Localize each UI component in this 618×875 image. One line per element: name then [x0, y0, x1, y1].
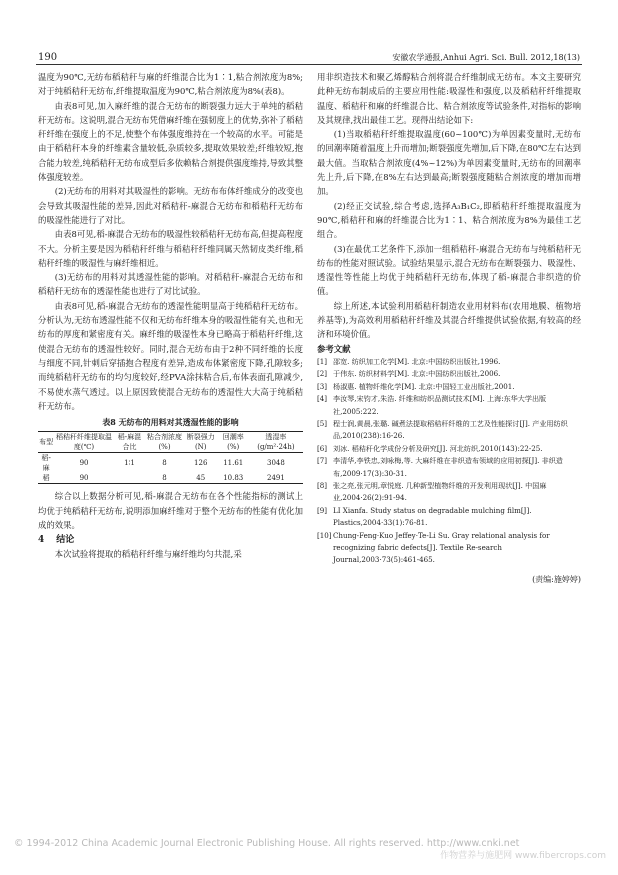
paragraph: 综合以上数据分析可见,稻-麻混合无纺布在各个性能指标的测试上均优于纯稻秸秆无纺布,说明添加麻纤维对于整个无纺布的性能有优化加成的效果。	[38, 491, 303, 531]
page-number: 190	[38, 52, 58, 63]
table-header: 粘合剂浓度(%)	[147, 433, 183, 452]
table-header: 布型	[38, 432, 54, 453]
table-cell: 10.83	[218, 473, 249, 484]
reference-text: 李汝琴,宋钧才,朱浩. 纤维和纺织品测试技术[M]. 上海:东华大学出版社,2005:222.	[333, 394, 547, 416]
table-header: 断裂强力(N)	[184, 432, 218, 453]
reference-text: 程士润,黄晨,张璐. 碱煮法提取稻秸秆纤维的工艺及性能探讨[J]. 产业用纺织品,2010(238):16-26.	[333, 418, 568, 441]
table-cell	[114, 473, 145, 484]
reference-number: [8]	[317, 481, 328, 490]
table-cell: 11.61	[223, 459, 244, 468]
table-cell: 8	[162, 459, 167, 468]
reference-item	[317, 368, 581, 380]
reference-item	[317, 455, 581, 480]
editor-note: (责编:施婷婷)	[532, 574, 581, 584]
left-column	[38, 70, 303, 562]
reference-item	[317, 356, 581, 368]
paragraph: 由表8可见,稻-麻混合无纺布的透湿性能明显高于纯稻秸秆无纺布。分析认为,无纺布透湿性能不仅和无纺布纤维本身的吸湿性能有关,也和无纺布的厚度和紧密度有关。麻纤维的吸湿性本身已略高于稻秸秆纤维,这使混合无纺布的透湿性较好。同时,混合无纺布由于2种不同纤维的长度与细度不同,针刺后穿插抱合程度有差异,造成布体紧密度下降,孔隙较多;而纯稻秸秆无纺布的均匀度较好,经PVA涂抹粘合后,布体表面孔隙减少,不易使水蒸气透过。以上原因致使混合无纺布的透湿性大大高于纯稻秸秆无纺布。	[38, 300, 303, 411]
reference-item	[317, 418, 581, 443]
table-caption: 表8 无纺布的用料对其透湿性能的影响	[102, 417, 239, 428]
reference-number: [9]	[317, 505, 328, 515]
table-row	[38, 473, 303, 484]
section-heading	[38, 533, 303, 547]
table-cell: 45	[184, 473, 218, 484]
reference-number: [7]	[317, 456, 328, 466]
table-cell: 90	[79, 459, 89, 468]
table-cell: 2491	[249, 473, 303, 484]
paragraph: 用非织造技术和聚乙烯醇粘合剂将混合纤维制成无纺布。本文主要研究此种无纺布制成后的主要应用性能:吸湿性和强度,以及稻秸秆纤维提取温度、稻秸秆和麻的纤维混合比、粘合剂浓度等试验条件,对指标的影响及其规律,找出最佳工艺。现得出结论如下:	[317, 72, 581, 125]
paragraph: 由表8可见,加入麻纤维的混合无纺布的断裂强力远大于单纯的稻秸秆无纺布。这说明,混合无纺布凭借麻纤维在强韧度上的优势,弥补了稻秸秆纤维在强度上的不足,使整个布体强度维持在一个较高的水平。可能是由于稻秸秆本身的纤维素含量较低,杂质较多,提取效果较差;纤维较短,抱合能力较差,纯稻秸秆无纺布成型后多依赖粘合剂提供强度维持,导致其整体强度较差。	[38, 100, 303, 183]
table-cell: 1∶1	[124, 459, 135, 468]
table-row	[38, 453, 303, 474]
reference-text: Chung-Feng·Kuo Jeffey·Te-Li Su. Gray relational analysis for recognizing fabric defects[J]. Textile Re-search Journal,2003·73(5):461-465.	[333, 530, 550, 565]
reference-text: 邵宽. 纺织加工化学[M]. 北京:中国纺织出版社,1996.	[333, 356, 501, 366]
reference-number: [4]	[317, 394, 328, 404]
copyright-footer: © 1994-2012 China Academic Journal Electronic Publishing House. All rights reserved. http://www.cnki.net	[14, 838, 520, 849]
journal-header: 安徽农学通报,Anhui Agri. Sci. Bull. 2012,18(13)	[392, 53, 580, 62]
reference-text: 刘冰. 稻秸秆化学成份分析及研究[J]. 河北纺织,2010(143):22-25.	[333, 443, 543, 453]
table-8	[38, 431, 303, 484]
reference-number: [6]	[317, 443, 328, 453]
table-cell: 8	[145, 473, 184, 484]
paragraph: 由表8可见,稻-麻混合无纺布的吸湿性较稻秸秆无纺布高,但提高程度不大。分析主要是因为稻秸秆纤维与稻秸秆纤维同属天然韧皮类纤维,稻秸秆纤维的吸湿性与麻纤维相近。	[38, 229, 303, 268]
table-header: 回潮率(%)	[218, 432, 249, 453]
conclusion-item: (3)在最优工艺条件下,添加一组稻秸秆-麻混合无纺布与纯稻秸秆无纺布的性能对照试验。试验结果显示,混合无纺布在断裂强力、吸湿性、透湿性等性能上均优于纯稻秸秆无纺布,体现了稻-麻混合非织造的价值。	[317, 243, 581, 297]
reference-text: 李清华,李铁忠,刘咏梅,等. 大麻纤维在非织造布领域的应用初探[J]. 非织造布,2009·17(3):30-31.	[333, 456, 563, 478]
reference-text: 杨淑惠. 植物纤维化学[M]. 北京:中国轻工业出版社,2001.	[333, 381, 515, 391]
reference-number: [3]	[317, 381, 328, 391]
table-header: 稻-麻混合比	[114, 432, 145, 453]
section-number: 4	[38, 535, 45, 546]
section-title: 结论	[56, 535, 75, 546]
reference-item	[317, 505, 581, 530]
references-heading: 参考文献	[317, 343, 351, 354]
table-cell: 稻	[38, 473, 54, 484]
table-header: 稻秸秆纤维提取温度(℃)	[56, 433, 113, 452]
table-cell: 3048	[267, 459, 285, 468]
paragraph: 本次试验将提取的稻秸秆纤维与麻纤维均匀共混,采	[54, 549, 242, 560]
paragraph: 综上所述,本试验利用稻秸秆制造农业用材料布(农用地膜、植物培养基等),为高效利用稻秸秆纤维及其混合纤维提供试验依据,有较高的经济和环境价值。	[317, 300, 581, 340]
conclusion-item: (1)当取稻秸秆纤维提取温度(60~100℃)为单因素变量时,无纺布的回潮率随着温度上升而增加;断裂强度先增加,后下降,在80℃左右达到最大值。当取粘合剂浓度(4%~12%)为单因素变量时,无纺布的回潮率先上升,后下降,在8%左右达到最高;断裂强度随粘合剂浓度的增加而增加。	[317, 129, 581, 197]
table-cell: 90	[54, 473, 113, 484]
watermark: 作物营养与施肥网 www.fibercrops.com	[440, 851, 606, 861]
reference-item	[317, 530, 581, 567]
paragraph: (2)无纺布的用料对其吸湿性的影响。无纺布布体纤维成分的改变也会导致其吸湿性能的差异,因此对稻秸秆-麻混合无纺布和稻秸秆无纺布的吸湿性能进行了对比。	[38, 186, 303, 225]
reference-number: [1]	[317, 356, 328, 366]
header-rule	[36, 64, 582, 65]
reference-number: [2]	[317, 369, 328, 379]
paragraph: (3)无纺布的用料对其透湿性能的影响。对稻秸秆-麻混合无纺布和稻秸秆无纺布的透湿性能也进行了对比试验。	[38, 272, 303, 297]
reference-item	[317, 443, 581, 455]
reference-text: LI Xianfa. Study status on degradable mulching film[J]. Plastics,2004·33(1):76-81.	[333, 505, 532, 528]
reference-item	[317, 480, 581, 505]
reference-item	[317, 393, 581, 418]
table-cell: 稻-麻	[41, 454, 51, 473]
right-column	[317, 70, 581, 587]
conclusion-item: (2)经正交试验,综合考虑,选择A₃B₁C₂,即稻秸秆纤维提取温度为90℃,稻秸秆和麻的纤维混合比为1∶1、粘合剂浓度为8%为最佳工艺组合。	[317, 200, 581, 240]
reference-number: [5]	[317, 418, 328, 428]
reference-text: 于伟东. 纺织材料学[M]. 北京:中国纺织出版社,2006.	[333, 369, 501, 379]
reference-list	[317, 356, 581, 567]
reference-number: [10]	[317, 530, 332, 540]
table-cell: 126	[194, 459, 208, 468]
table-header: 透湿率(g/m²·24h)	[249, 432, 303, 453]
reference-text: 张之亮,张元明,章悦庭. 几种新型植物纤维的开发利用现状[J]. 中国麻业,2004·26(2):91-94.	[333, 481, 547, 503]
paragraph: 温度为90℃,无纺布稻秸秆与麻的纤维混合比为1∶1,粘合剂浓度为8%;对于纯稻秸秆无纺布,纤维提取温度为90℃,粘合剂浓度为8%(表8)。	[38, 72, 303, 97]
reference-item	[317, 381, 581, 393]
